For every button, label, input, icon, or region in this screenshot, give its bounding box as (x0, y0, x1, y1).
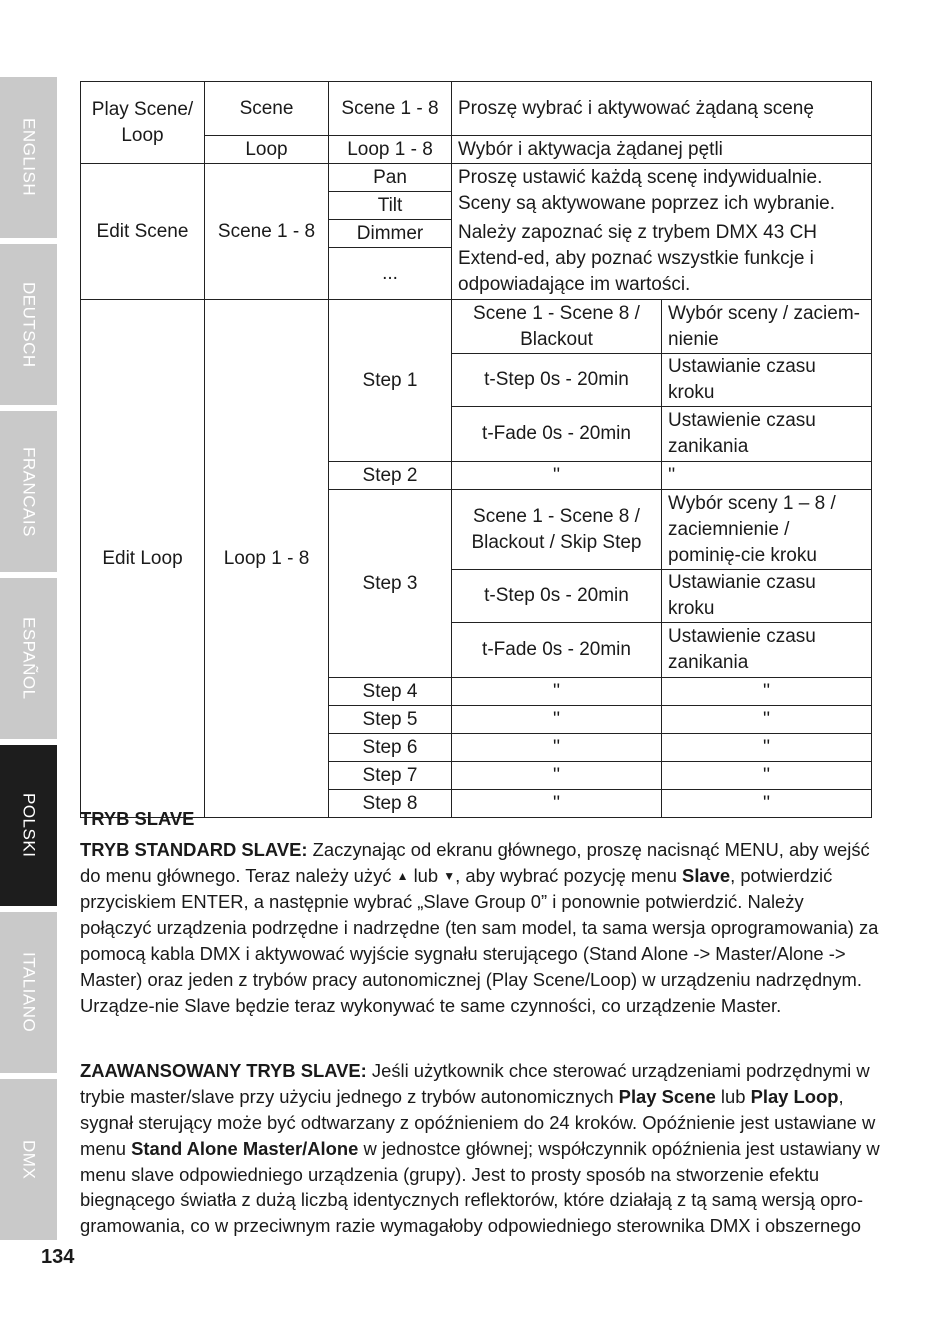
paragraph-standard-slave (80, 837, 880, 1019)
play-loop-desc: Wybór i aktywacja żądanej pętli (452, 136, 872, 164)
step-8-name: Step 8 (329, 790, 452, 818)
arrow-up-icon: ▲ (396, 868, 409, 883)
bold-term: Stand Alone Master/Alone (131, 1137, 359, 1159)
text-run: lub (715, 1086, 751, 1108)
step-8-setting: '' (452, 790, 662, 818)
param-tilt: Tilt (329, 192, 452, 220)
tab-label: DMX (19, 1139, 39, 1180)
step-6-desc: '' (662, 734, 872, 762)
tab-label: DEUTSCH (19, 281, 39, 368)
body-text (80, 806, 880, 1239)
step-4-setting: '' (452, 678, 662, 706)
tab-dmx[interactable] (0, 1079, 57, 1240)
step-6-setting: '' (452, 734, 662, 762)
step-6-name: Step 6 (329, 734, 452, 762)
step-1-desc: Ustawianie czasu kroku (662, 354, 872, 407)
param-pan: Pan (329, 164, 452, 192)
play-scene-name: Scene (205, 82, 329, 136)
step-3-desc: Ustawienie czasu zanikania (662, 623, 872, 678)
step-7-setting: '' (452, 762, 662, 790)
step-5-name: Step 5 (329, 706, 452, 734)
text-run: , sygnał sterujący może być odtwarzany z opóźnieniem do 24 kroków. Opóźnienie jest ustawiane w menu (80, 1086, 876, 1159)
step-2-name: Step 2 (329, 462, 452, 490)
tab-italiano[interactable] (0, 912, 57, 1073)
step-5-setting: '' (452, 706, 662, 734)
tab-deutsch[interactable] (0, 244, 57, 405)
step-3-setting: t-Step 0s - 20min (452, 570, 662, 623)
edit-scene-desc-1: Proszę ustawić każdą scenę indywidualnie. Sceny są aktywowane poprzez ich wybranie. (458, 167, 836, 214)
text-run: , aby wybrać pozycję menu (455, 864, 683, 886)
step-3-desc: Wybór sceny 1 – 8 / zaciemnienie / pominię-cie kroku (662, 490, 872, 570)
step-4-name: Step 4 (329, 678, 452, 706)
step-3-name: Step 3 (329, 490, 452, 678)
table-row (81, 82, 872, 136)
text-run: w jednostce głównej; współczynnik opóźnienia jest ustawiany w menu slave odpowiedniego urządzenia (grupy). Jest to prosty sposób na stworzenie efektu biegnącego światła z dużą liczbą identycznych reflektorów, które działają z tą samą wersją opro-gramowania, co w przeciwnym razie wymagałoby odpowiedniego sterownika DMX i obszernego (80, 1137, 880, 1237)
edit-scene-desc (452, 164, 872, 300)
step-3-setting: Scene 1 - Scene 8 / Blackout / Skip Step (452, 490, 662, 570)
table-row (81, 164, 872, 192)
step-1-desc: Ustawienie czasu zanikania (662, 407, 872, 462)
table-row (81, 300, 872, 354)
play-label: Play Scene/ Loop (81, 82, 205, 164)
tab-label: ESPAÑOL (19, 617, 39, 700)
edit-loop-range: Loop 1 - 8 (205, 300, 329, 818)
edit-scene-range: Scene 1 - 8 (205, 164, 329, 300)
step-3-setting: t-Fade 0s - 20min (452, 623, 662, 678)
edit-scene-desc-2: Należy zapoznać się z trybem DMX 43 CH Extend-ed, aby poznać wszystkie funkcje i odpowiadające im wartości. (458, 222, 818, 295)
step-2-setting: '' (452, 462, 662, 490)
step-1-setting: t-Fade 0s - 20min (452, 407, 662, 462)
edit-loop-label: Edit Loop (81, 300, 205, 818)
text-run: Zaczynając od ekranu głównego, proszę nacisnąć MENU, aby wejść do menu głównego. Teraz należy użyć (80, 838, 870, 886)
paragraph-advanced-slave (80, 1058, 880, 1239)
text-run: lub (408, 864, 444, 886)
step-7-desc: '' (662, 762, 872, 790)
menu-table (80, 81, 872, 818)
text-run: , potwierdzić przyciskiem ENTER, a następnie wybrać „Slave Group 0” i ponownie potwierdzić. Należy połączyć urządzenia podrzędne i nadrzędne (ten sam model, ta sama wersja oprogramowania) za pomocą kabla DMX i aktywować wyjście sygnału sterującego (Stand Alone -> Master/Alone -> Master) oraz jeden z trybów pracy autonomicznej (Play Scene/Loop) w urządzeniu nadrzędnym. Urządze-nie Slave będzie teraz wykonywać te same czynności, co urządzenie Master. (80, 864, 879, 1016)
tab-label: POLSKI (19, 793, 39, 858)
param-more: ... (329, 248, 452, 300)
play-loop-range: Loop 1 - 8 (329, 136, 452, 164)
tab-label: ITALIANO (19, 952, 39, 1033)
tab-polski[interactable] (0, 745, 57, 906)
step-7-name: Step 7 (329, 762, 452, 790)
tab-label: FRANCAIS (19, 446, 39, 537)
step-1-setting: Scene 1 - Scene 8 / Blackout (452, 300, 662, 354)
step-8-desc: '' (662, 790, 872, 818)
bold-term: Play Loop (750, 1086, 839, 1108)
arrow-down-icon: ▼ (443, 868, 456, 883)
step-5-desc: '' (662, 706, 872, 734)
play-scene-range: Scene 1 - 8 (329, 82, 452, 136)
step-1-name: Step 1 (329, 300, 452, 462)
lead-standard-slave: TRYB STANDARD SLAVE: (80, 838, 308, 860)
step-1-setting: t-Step 0s - 20min (452, 354, 662, 407)
param-dimmer: Dimmer (329, 220, 452, 248)
page-number: 134 (41, 1246, 75, 1268)
lead-advanced-slave: ZAAWANSOWANY TRYB SLAVE: (80, 1060, 367, 1082)
play-scene-desc: Proszę wybrać i aktywować żądaną scenę (452, 82, 872, 136)
step-1-desc: Wybór sceny / zaciem-nienie (662, 300, 872, 354)
section-heading: TRYB SLAVE (80, 808, 195, 829)
tab-espanol[interactable] (0, 578, 57, 739)
edit-scene-label: Edit Scene (81, 164, 205, 300)
text-run: Jeśli użytkownik chce sterować urządzeniami podrzędnymi w trybie master/slave przy użyciu jednego z trybów autonomicznych (80, 1060, 870, 1108)
step-3-desc: Ustawianie czasu kroku (662, 570, 872, 623)
bold-term: Play Scene (618, 1086, 716, 1108)
bold-term: Slave (682, 864, 731, 886)
step-2-desc: '' (662, 462, 872, 490)
tab-francais[interactable] (0, 411, 57, 572)
play-loop-name: Loop (205, 136, 329, 164)
tab-english[interactable] (0, 77, 57, 238)
step-4-desc: '' (662, 678, 872, 706)
tab-label: ENGLISH (19, 118, 39, 197)
